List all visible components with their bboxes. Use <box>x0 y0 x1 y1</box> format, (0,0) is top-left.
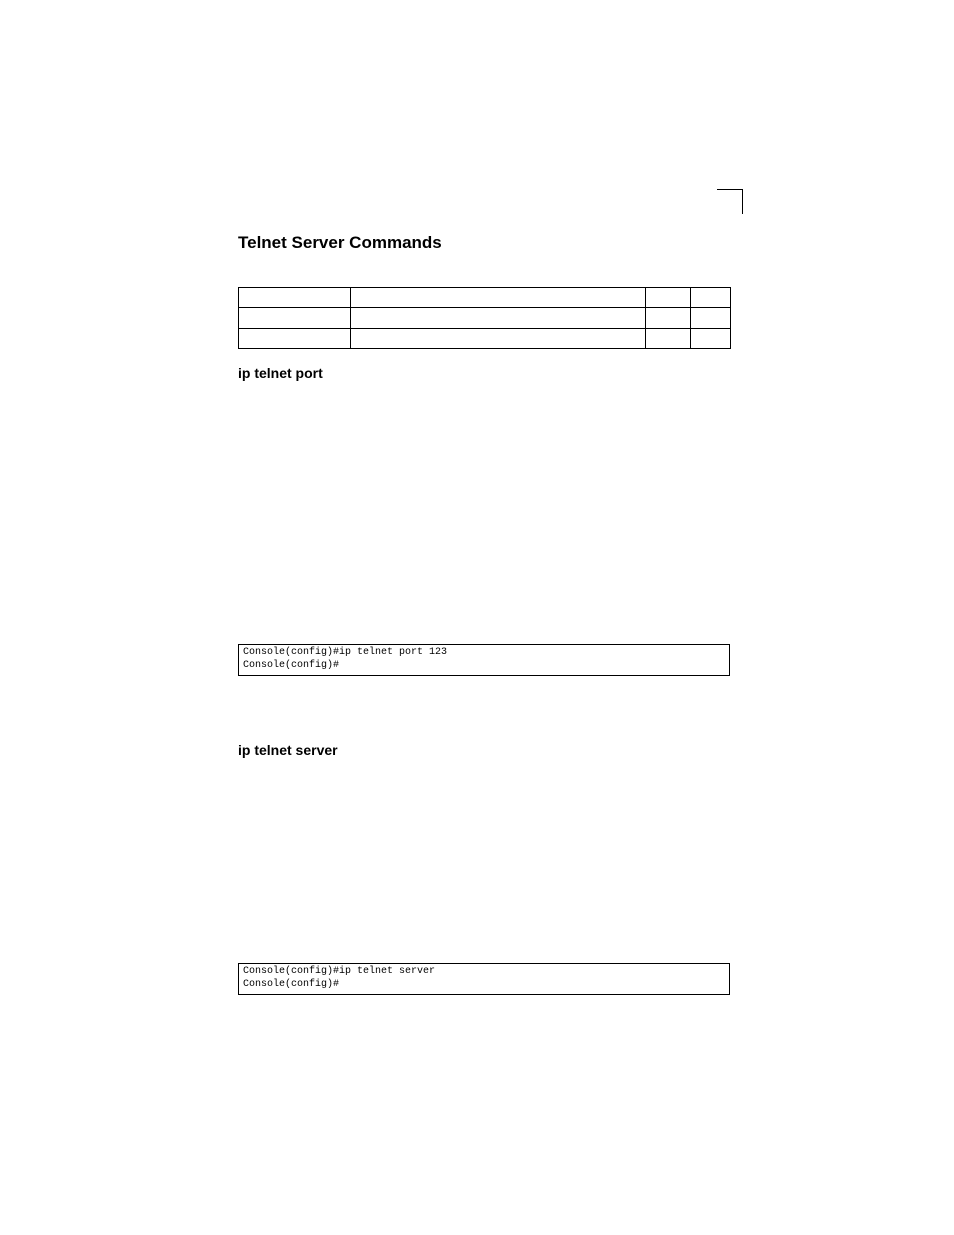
table-cell <box>691 288 731 308</box>
table-cell <box>691 308 731 328</box>
command-table <box>238 287 731 349</box>
code-line: Console(config)# <box>243 659 340 671</box>
table-cell <box>646 328 691 348</box>
table-row <box>239 308 731 328</box>
table-row <box>239 288 731 308</box>
ip-telnet-server-example <box>238 963 730 995</box>
page-corner-mark <box>717 189 743 214</box>
table-cell <box>351 328 646 348</box>
table-row <box>239 328 731 348</box>
section-title: Telnet Server Commands <box>238 233 442 252</box>
ip-telnet-port-example <box>238 644 730 676</box>
table-cell <box>351 308 646 328</box>
table-cell <box>691 328 731 348</box>
table-cell <box>239 328 351 348</box>
table-cell <box>239 308 351 328</box>
code-line: Console(config)#ip telnet port 123 <box>243 647 448 658</box>
table-cell <box>351 288 646 308</box>
table-cell <box>239 288 351 308</box>
ip-telnet-server-heading: ip telnet server <box>238 742 338 758</box>
table-cell <box>646 308 691 328</box>
ip-telnet-port-heading: ip telnet port <box>238 365 323 381</box>
table-cell <box>646 288 691 308</box>
code-line: Console(config)#ip telnet server <box>243 966 436 977</box>
code-line: Console(config)# <box>243 978 340 990</box>
